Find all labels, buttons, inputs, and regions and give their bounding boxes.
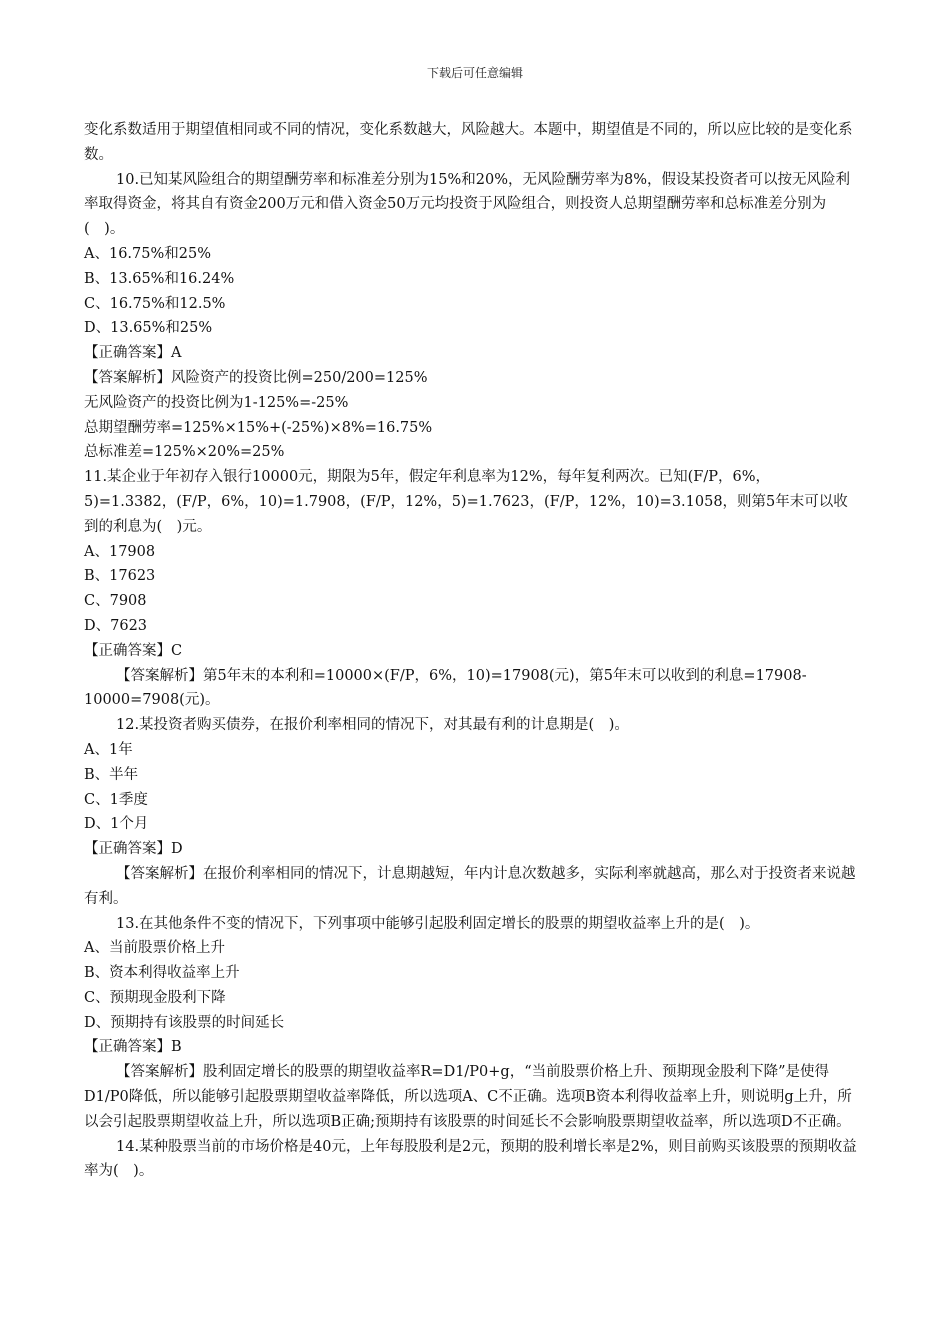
question-12: 12.某投资者购买债券，在报价利率相同的情况下，对其最有利的计息期是( )。 [116, 717, 629, 734]
option: D、7623 [84, 617, 148, 634]
option: C、1季度 [84, 791, 148, 808]
option: C、7908 [84, 593, 147, 610]
correct-answer: 【正确答案】D [84, 841, 183, 858]
option: A、1年 [84, 741, 133, 758]
option: C、预期现金股利下降 [84, 989, 226, 1006]
question-14: 14.某种股票当前的市场价格是40元，上年每股股利是2元，预期的股利增长率是2%，则目前购买该股票的预期收益率为( )。 [84, 1138, 857, 1180]
option: A、17908 [84, 543, 156, 560]
correct-answer: 【正确答案】C [84, 642, 183, 659]
explanation-line: 无风险资产的投资比例为1-125%=-25% [84, 394, 349, 411]
explanation-line: 总标准差=125%×20%=25% [84, 444, 285, 461]
option: A、16.75%和25% [84, 245, 211, 262]
explanation-line: 总期望酬劳率=125%×15%+(-25%)×8%=16.75% [84, 419, 433, 436]
question-10: 10.已知某风险组合的期望酬劳率和标准差分别为15%和20%，无风险酬劳率为8%，假设某投资者可以按无风险利率取得资金，将其自有资金200万元和借入资金50万元均投资于风险组合，则投资人总期望酬劳率和总标准差分别为( )。 [84, 171, 851, 238]
answer-explanation: 【答案解析】第5年末的本利和=10000×(F/P，6%，10)=17908(元)，第5年末可以收到的利息=17908-10000=7908(元)。 [84, 667, 807, 709]
option: A、当前股票价格上升 [84, 940, 225, 957]
option: D、预期持有该股票的时间延长 [84, 1014, 285, 1031]
question-13: 13.在其他条件不变的情况下，下列事项中能够引起股利固定增长的股票的期望收益率上升的是( )。 [116, 915, 760, 932]
option: C、16.75%和12.5% [84, 295, 226, 312]
paragraph: 变化系数适用于期望值相同或不同的情况，变化系数越大，风险越大。本题中，期望值是不同的，所以应比较的是变化系数。 [84, 122, 853, 163]
answer-explanation: 【答案解析】风险资产的投资比例=250/200=125% [84, 369, 428, 386]
option: B、17623 [84, 568, 156, 585]
option: D、1个月 [84, 816, 149, 833]
question-11: 11.某企业于年初存入银行10000元，期限为5年，假定年利息率为12%，每年复利两次。已知(F/P，6%，5)=1.3382，(F/P，6%，10)=1.7908，(F/P，12%，5)=1.7623，(F/P，12%，10)=3.1058，则第5年末可以收到的利息为( )元。 [84, 469, 848, 535]
document-body [84, 118, 860, 1184]
correct-answer: 【正确答案】B [84, 1039, 182, 1056]
correct-answer: 【正确答案】A [84, 345, 182, 362]
answer-explanation: 【答案解析】股利固定增长的股票的期望收益率R=D1/P0+g，“当前股票价格上升、预期现金股利下降”是使得D1/P0降低，所以能够引起股票期望收益率降低，所以选项A、C不正确。选项B资本利得收益率上升，则说明g上升，所以会引起股票期望收益上升，所以选项B正确;预期持有该股票的时间延长不会影响股票期望收益率，所以选项D不正确。 [84, 1064, 852, 1130]
answer-explanation: 【答案解析】在报价利率相同的情况下，计息期越短，年内计息次数越多，实际利率就越高，那么对于投资者来说越有利。 [84, 865, 856, 907]
page-header: 下载后可任意编辑 [426, 66, 523, 80]
option: B、13.65%和16.24% [84, 270, 235, 287]
option: D、13.65%和25% [84, 320, 213, 337]
option: B、半年 [84, 766, 139, 783]
option: B、资本利得收益率上升 [84, 965, 240, 982]
